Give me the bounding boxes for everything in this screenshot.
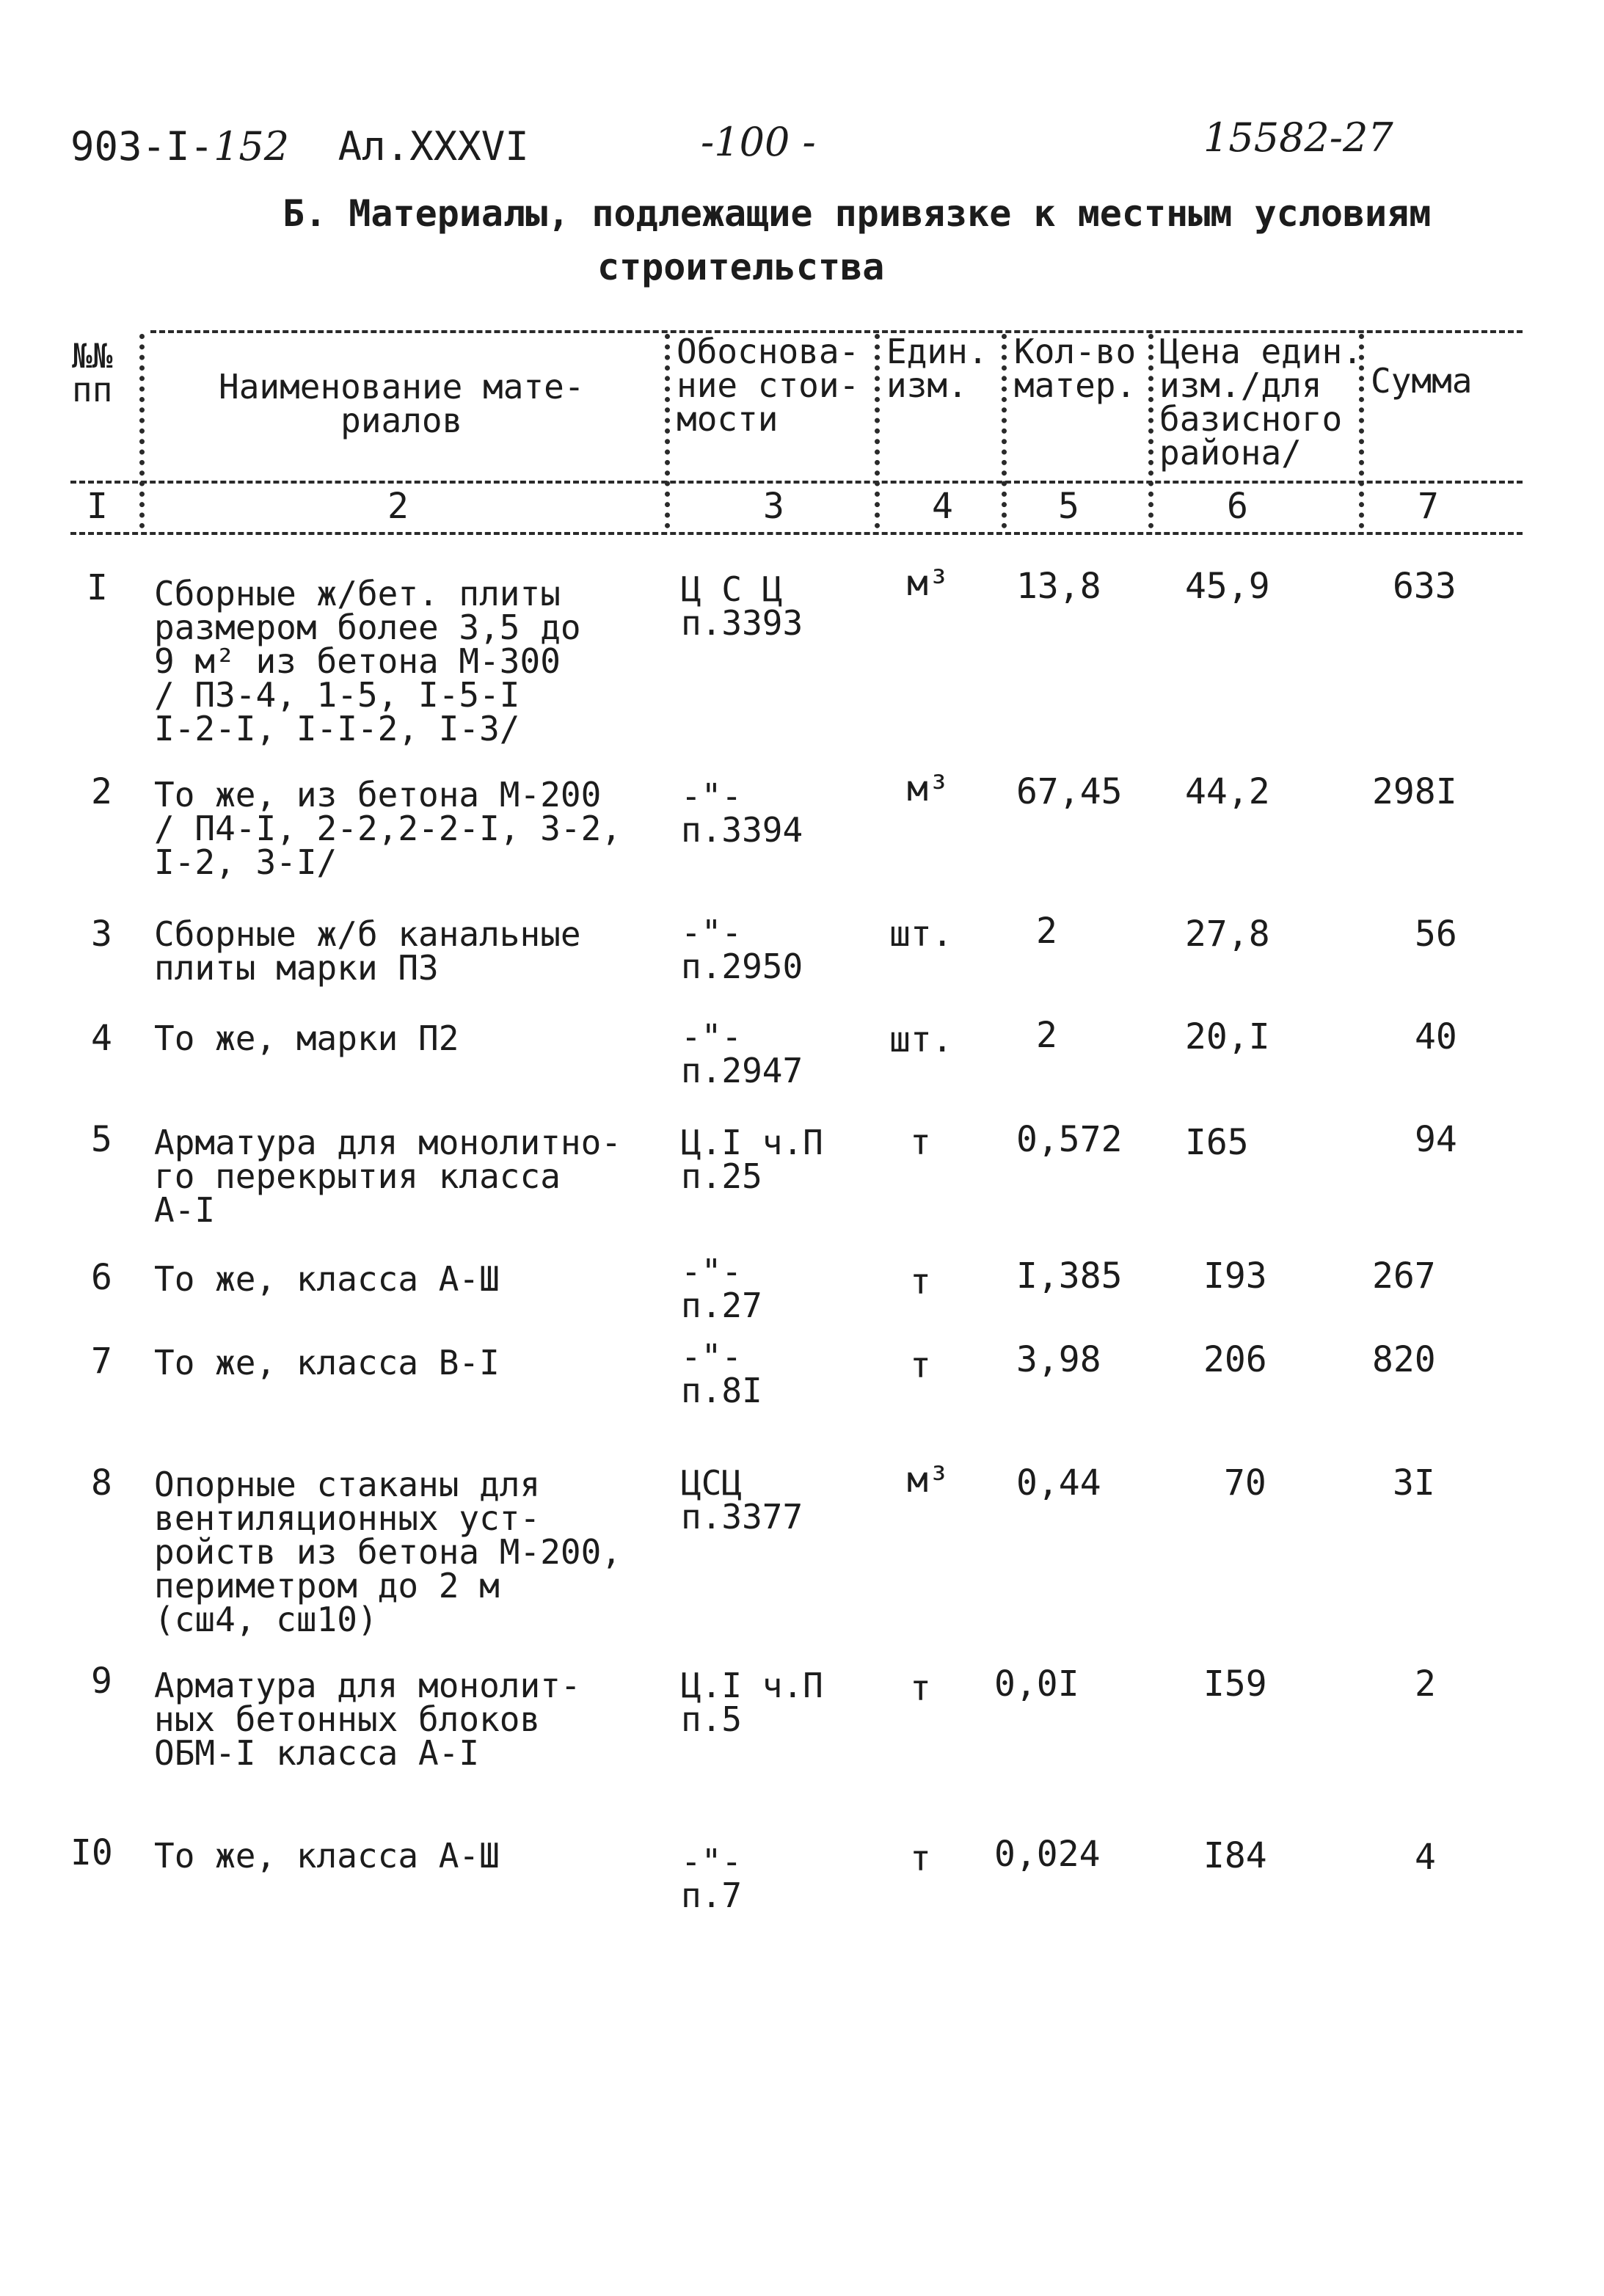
sum: 40: [1415, 1016, 1457, 1057]
row-number: I: [87, 567, 108, 608]
unit: т: [910, 1261, 931, 1302]
quantity: 0,0I: [994, 1663, 1079, 1705]
quantity: I,385: [1016, 1255, 1123, 1297]
unit-price: I65: [1185, 1122, 1249, 1163]
inventory-stamp: 15582-27: [1203, 114, 1393, 161]
row-number: 7: [91, 1341, 112, 1382]
column-header-unit: Един. изм.: [886, 332, 988, 405]
quantity: 0,024: [994, 1834, 1101, 1875]
quantity: 2: [1036, 1015, 1057, 1056]
column-header-basis: Обоснова- ние стои- мости: [677, 332, 860, 439]
column-header-name: Наименование мате- риалов: [219, 367, 585, 440]
material-name: То же, класса В-I: [154, 1343, 500, 1382]
price-basis: -"- п.8I: [681, 1337, 762, 1410]
row-number: 9: [91, 1661, 112, 1702]
price-basis: Ц.I ч.П п.25: [681, 1123, 823, 1196]
quantity: 67,45: [1016, 771, 1123, 812]
unit-price: 20,I: [1185, 1016, 1270, 1057]
column-number: 4: [932, 486, 953, 527]
sum: 820: [1372, 1339, 1436, 1380]
column-divider: [875, 334, 880, 528]
material-name: Опорные стаканы для вентиляционных уст- ройств из бетона М-200, периметром до 2 м (сш4, сш10): [154, 1465, 621, 1639]
column-header-price: Цена един. изм./для базисного района/: [1159, 332, 1363, 473]
unit: шт.: [889, 1019, 953, 1060]
material-name: Сборные ж/б канальные плиты марки П3: [154, 914, 581, 988]
price-basis: Ц.I ч.П п.5: [681, 1666, 823, 1739]
unit-price: 45,9: [1185, 566, 1270, 607]
row-number: I0: [70, 1832, 113, 1873]
quantity: 2: [1036, 911, 1057, 952]
price-basis: -"- п.2947: [681, 1017, 803, 1090]
numbers-bottom-rule: [70, 532, 1523, 535]
column-divider: [139, 334, 145, 528]
unit: т: [910, 1345, 931, 1386]
column-header-quantity: Кол-во матер.: [1014, 332, 1137, 405]
column-header-number: №№ пп: [72, 336, 113, 409]
material-name: То же, из бетона М-200 / П4-I, 2-2,2-2-I, 3-2, I-2, 3-I/: [154, 775, 621, 882]
column-divider: [665, 334, 670, 528]
unit-price: 44,2: [1185, 771, 1270, 812]
unit-price: 206: [1203, 1339, 1267, 1380]
material-name: То же, класса А-Ш: [154, 1259, 500, 1299]
doc-code-series: 903-I-: [70, 123, 214, 170]
quantity: 3,98: [1016, 1339, 1101, 1380]
unit-price: 70: [1224, 1462, 1266, 1504]
doc-code-number: 152: [214, 123, 290, 170]
price-basis: -"- п.3394: [681, 776, 803, 850]
unit-price: 27,8: [1185, 914, 1270, 955]
quantity: 0,44: [1016, 1462, 1101, 1504]
page-title: Б. Материалы, подлежащие привязке к местным условиям: [282, 192, 1432, 235]
unit: шт.: [889, 914, 953, 955]
quantity: 0,572: [1016, 1119, 1123, 1160]
sum: 3I: [1393, 1462, 1435, 1504]
header-bottom-rule: [70, 481, 1523, 484]
page-title-continued: строительства: [597, 246, 885, 288]
page-number: -100 -: [701, 119, 816, 165]
column-number: 5: [1058, 486, 1079, 527]
unit: т: [910, 1668, 931, 1709]
row-number: 3: [91, 914, 112, 955]
material-name: Арматура для монолит- ных бетонных блоков ОБМ-I класса А-I: [154, 1666, 581, 1773]
material-name: То же, марки П2: [154, 1018, 459, 1058]
column-header-sum: Сумма: [1371, 361, 1473, 401]
sum: 2: [1415, 1663, 1436, 1705]
row-number: 4: [91, 1018, 112, 1059]
price-basis: Ц С Ц п.3393: [681, 569, 803, 643]
unit-price: I84: [1203, 1835, 1267, 1876]
unit-price: I59: [1203, 1663, 1267, 1705]
unit: м³: [907, 768, 949, 809]
row-number: 6: [91, 1257, 112, 1298]
material-name: Сборные ж/бет. плиты размером более 3,5 до 9 м² из бетона М-300 / П3-4, 1-5, I-5-I I-2-I, I-I-2, I-3/: [154, 574, 581, 748]
row-number: 2: [91, 771, 112, 812]
doc-code: [70, 123, 529, 170]
unit-price: I93: [1203, 1255, 1267, 1297]
row-number: 8: [91, 1462, 112, 1504]
sum: 4: [1415, 1837, 1436, 1878]
unit: т: [910, 1122, 931, 1163]
quantity: 13,8: [1016, 566, 1101, 607]
album-number: Ал.XXXVI: [338, 123, 529, 170]
sum: 56: [1415, 914, 1457, 955]
column-number: 7: [1418, 486, 1439, 527]
material-name: Арматура для монолитно- го перекрытия класса А-I: [154, 1123, 621, 1230]
price-basis: -"- п.7: [681, 1842, 743, 1915]
price-basis: -"- п.27: [681, 1252, 762, 1325]
unit: м³: [907, 563, 949, 604]
sum: 267: [1372, 1255, 1436, 1297]
column-divider: [1148, 334, 1153, 528]
material-name: То же, класса А-Ш: [154, 1836, 500, 1876]
price-basis: -"- п.2950: [681, 913, 803, 986]
column-number: 3: [763, 486, 784, 527]
column-divider: [1002, 334, 1007, 528]
column-number: 2: [387, 486, 409, 527]
unit: т: [910, 1838, 931, 1879]
unit: м³: [907, 1459, 949, 1501]
column-number: I: [87, 486, 108, 527]
sum: 94: [1415, 1119, 1457, 1160]
sum: 633: [1393, 566, 1457, 607]
row-number: 5: [91, 1119, 112, 1160]
column-number: 6: [1227, 486, 1248, 527]
sum: 298I: [1372, 771, 1457, 812]
price-basis: ЦСЦ п.3377: [681, 1463, 803, 1537]
